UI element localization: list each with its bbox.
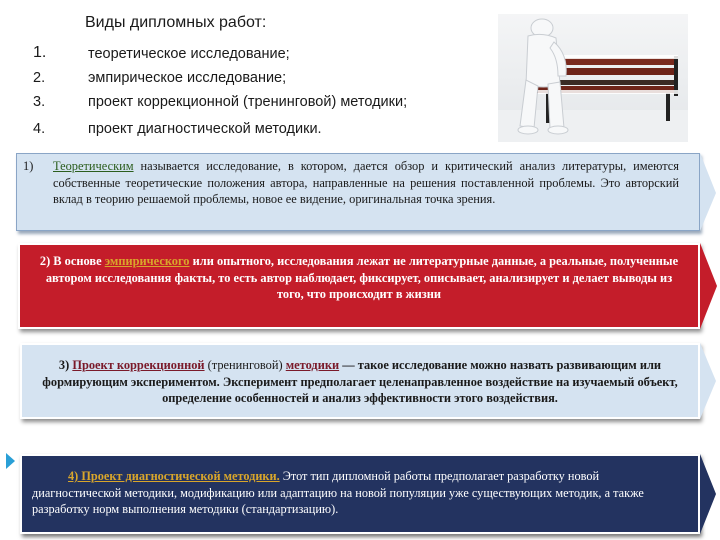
block-prefix: 3) bbox=[58, 358, 73, 372]
theoretical-block bbox=[16, 153, 700, 231]
list-number: 1. bbox=[33, 44, 47, 61]
list-text: проект коррекционной (тренинговой) методики; bbox=[88, 94, 408, 110]
block-body: Этот тип дипломной работы предполагает разработку новой диагностической методики, модификацию или адаптацию на новой популяции уже существующих методик, а также разработку норм выполнения методики (стандартизацию). bbox=[32, 469, 644, 516]
diagnostic-block bbox=[20, 454, 700, 534]
term-correction: Проект коррекционной bbox=[72, 358, 205, 372]
list-text: проект диагностической методики. bbox=[88, 121, 322, 137]
block-number: 1) bbox=[23, 159, 34, 173]
list-number: 2. bbox=[33, 70, 46, 86]
list-text: эмпирическое исследование; bbox=[88, 70, 287, 86]
list-number: 3. bbox=[33, 94, 46, 110]
page-title: Виды дипломных работ: bbox=[85, 14, 267, 31]
arrow-right-icon bbox=[700, 343, 716, 419]
list-text: теоретическое исследование; bbox=[88, 46, 290, 62]
term-diagnostic: 4) Проект диагностической методики. bbox=[68, 469, 280, 483]
block-text bbox=[53, 158, 679, 208]
block-body: — такое исследование можно назвать развивающим или формирующим экспериментом. Эксперимент предполагает целенаправленное воздействие на изучаемый объект, определение особенностей и анализ эффективности этого воздействия. bbox=[42, 358, 678, 405]
block-body: называется исследование, в котором, дается обзор и критический анализ литературы, имеются собственные теоретические положения автора, направленные на решения поставленной проблемы. Это авторский вклад в теорию решаемой проблемы, новое ее видение, оригинальная точка зрения. bbox=[53, 159, 679, 206]
block-body: или опытного, исследования лежат не литературные данные, а реальные, полученные автором исследования факты, то есть автор наблюдает, фиксирует, описывает, анализирует и делает выводы из того, что происходит в жизни bbox=[45, 254, 679, 301]
arrow-right-icon bbox=[700, 243, 717, 329]
block-prefix: 2) В основе bbox=[39, 254, 105, 268]
list-number: 4. bbox=[33, 121, 46, 137]
term-theoretical: Теоретическим bbox=[53, 159, 134, 173]
bullet-arrow-icon bbox=[6, 453, 15, 469]
block-text bbox=[32, 468, 686, 518]
correction-block bbox=[20, 343, 700, 419]
block-mid: (тренинговой) bbox=[204, 358, 286, 372]
term-empirical: эмпирического bbox=[104, 254, 190, 268]
arrow-right-icon bbox=[700, 153, 716, 231]
snow-bench-photo bbox=[498, 14, 688, 142]
term-methodology: методики bbox=[285, 358, 340, 372]
empirical-block bbox=[18, 243, 700, 329]
arrow-right-icon bbox=[700, 454, 716, 534]
